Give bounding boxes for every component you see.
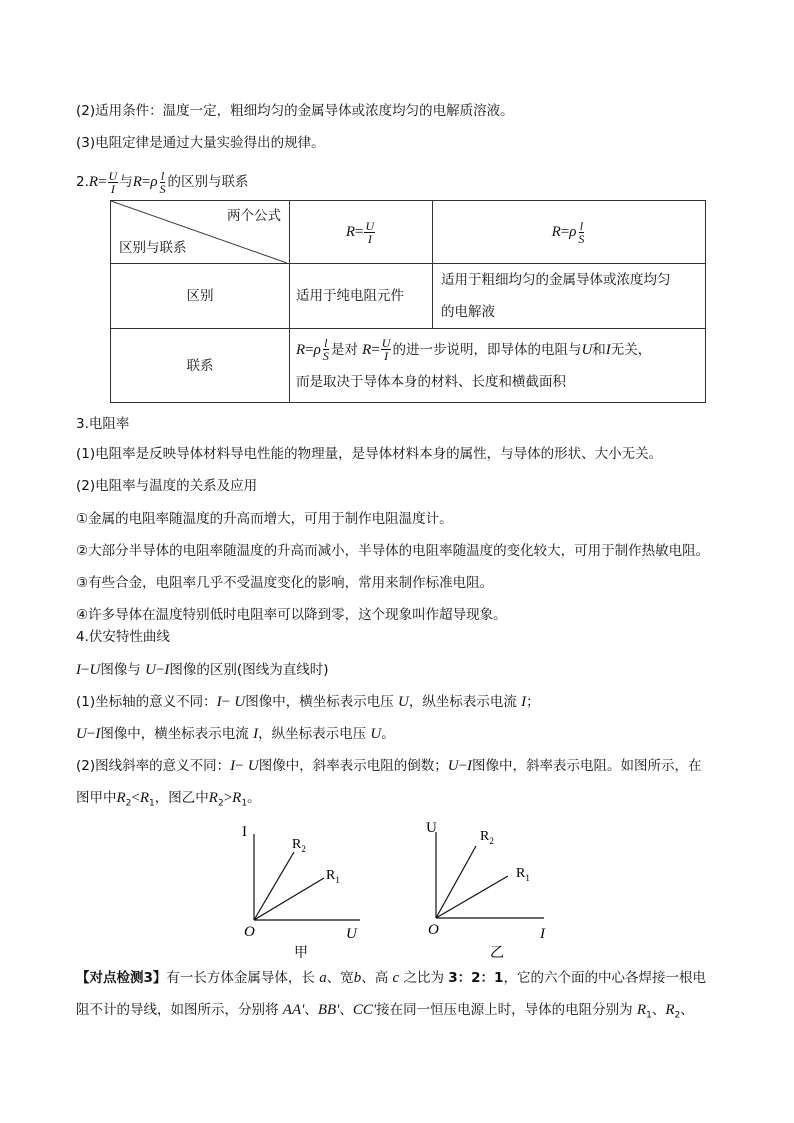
line-r1-label: R — [326, 868, 336, 883]
exercise-question-line1: 【对点检测3】有一长方体金属导体，长 a、宽b、高 c 之比为 3：2：1，它的六个面的中心各焊接一根电 — [76, 970, 706, 986]
line-r2 — [254, 852, 294, 920]
line-r1 — [254, 878, 324, 920]
paragraph-figure-comparison: 图甲中$R_2<R_1$，图乙中$R_2>R_1$。 — [76, 790, 261, 809]
heading-volt-ampere: 4.伏安特性曲线 — [76, 629, 170, 645]
paragraph-applicable-conditions: (2)适用条件：温度一定，粗细均匀的金属导体或浓度均匀的电解质溶液。 — [76, 103, 514, 119]
list-item-superconductor: ④许多导体在温度特别低时电阻率可以降到零，这个现象叫作超导现象。 — [76, 607, 507, 623]
paragraph-ui-axis: U−I图像中，横坐标表示电流 I，纵坐标表示电压 U。 — [76, 726, 395, 742]
comparison-table — [110, 200, 706, 403]
heading-formula-comparison: 2.R= $\frac{U}{I}$ 与R=ρ $\frac{l}{S}$ 的区别与联系 — [76, 168, 249, 196]
exercise-label: 【对点检测3】 — [76, 970, 167, 986]
list-item-semiconductor: ②大部分半导体的电阻率随温度的升高而减小，半导体的电阻率随温度的变化较大，可用于制作热敏电阻。 — [76, 543, 710, 559]
graph-caption: 甲 — [294, 946, 308, 960]
fraction-l-over-s: $\frac{l}{S}$ — [159, 168, 166, 196]
row-difference-label: 区别 — [111, 264, 290, 329]
origin-label: O — [428, 922, 439, 938]
paragraph-slope-meaning: (2)图线斜率的意义不同：I− U图像中，斜率表示电阻的倒数；U−I图像中，斜率表示电阻。如图所示，在 — [76, 758, 702, 774]
line-r2-label: R — [292, 837, 302, 852]
paragraph-axis-meaning: (1)坐标轴的意义不同：I− U图像中，横坐标表示电压 U，纵坐标表示电流 I； — [76, 694, 540, 710]
list-item-metal: ①金属的电阻率随温度的升高而增大，可用于制作电阻温度计。 — [76, 511, 453, 527]
header-formula-resistivity: R=ρ $\frac{l}{S}$ — [433, 201, 706, 264]
table-corner-cell — [111, 201, 290, 264]
line-r2-label: R — [480, 829, 490, 844]
corner-header-top: 两个公式 — [227, 208, 281, 224]
graph-yi — [422, 818, 562, 960]
paragraph-resistance-law: (3)电阻定律是通过大量实验得出的规律。 — [76, 135, 325, 151]
line-r1 — [436, 876, 508, 918]
svg-text:R2: $R_2$ — [480, 829, 494, 846]
row-connection-label: 联系 — [111, 329, 290, 403]
list-item-alloy: ③有些合金，电阻率几乎不受温度变化的影响，常用来制作标准电阻。 — [76, 575, 494, 591]
row-connection-content: R=ρ $\frac{l}{S}$ 是对 R= $\frac{U}{I}$ 的进一步说明，即导体的电阻与U和I无关， 而是取决于导体本身的材料、长度和横截面积 — [290, 329, 706, 403]
origin-label: O — [244, 924, 255, 940]
svg-text:R1: $R_1$ — [516, 866, 530, 883]
corner-header-bottom: 区别与联系 — [119, 240, 187, 256]
line-r1-label: R — [516, 866, 526, 881]
x-axis-label: U — [346, 926, 357, 942]
fraction-u-over-i: $\frac{U}{I}$ — [108, 168, 118, 196]
header-formula-ohm: R= $\frac{U}{I}$ — [290, 201, 433, 264]
row-difference-resistivity: 适用于粗细均匀的金属导体或浓度均匀 的电解液 — [433, 264, 706, 329]
paragraph-iu-ui-title: I−U图像与 U−I图像的区别(图线为直线时) — [76, 662, 329, 678]
svg-text:R1: $R_1$ — [326, 868, 340, 885]
row-difference-ohm: 适用于纯电阻元件 — [290, 264, 433, 329]
y-axis-label: I — [242, 824, 247, 840]
graph-jia — [236, 818, 376, 960]
y-axis-label: U — [426, 820, 437, 836]
graph-caption: 乙 — [490, 946, 504, 960]
heading-resistivity: 3.电阻率 — [76, 416, 130, 432]
line-r2 — [436, 846, 476, 918]
exercise-question-line2: 阻不计的导线，如图所示，分别将 AA'、BB'、CC'接在同一恒压电源上时，导体的电阻分别为 $R_1$、$R_2$、 — [76, 1002, 694, 1021]
paragraph-resistivity-definition: (1)电阻率是反映导体材料导电性能的物理量，是导体材料本身的属性，与导体的形状、大小无关。 — [76, 446, 663, 462]
svg-text:R2: $R_2$ — [292, 837, 306, 854]
x-axis-label: I — [540, 926, 545, 942]
paragraph-resistivity-temperature: (2)电阻率与温度的关系及应用 — [76, 478, 258, 494]
